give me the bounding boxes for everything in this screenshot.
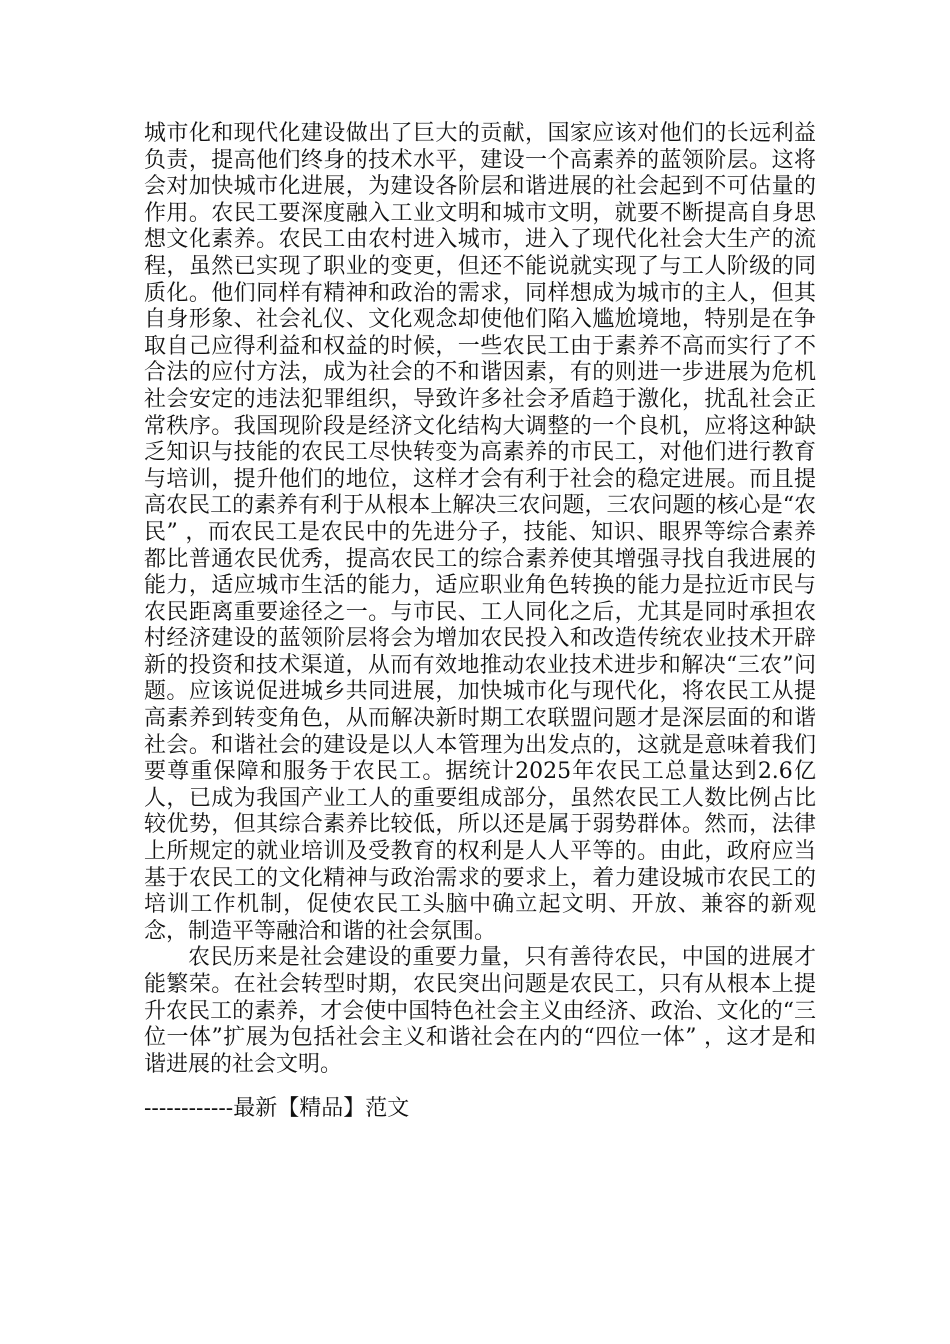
document-footer: ------------最新【精品】范文 <box>144 1096 410 1121</box>
paragraph: 农民历来是社会建设的重要力量，只有善待农民，中国的进展才能繁荣。在社会转型时期，农民突出问题是农民工，只有从根本上提升农民工的素养，才会使中国特色社会主义由经济、政治、文化的“三位一体”扩展为包括社会主义和谐社会在内的“四位一体” ，这才是和谐进展的社会文明。 <box>144 945 816 1077</box>
paragraph: 城市化和现代化建设做出了巨大的贡献，国家应该对他们的长远利益负责，提高他们终身的技术水平，建设一个高素养的蓝领阶层。这将会对加快城市化进展，为建设各阶层和谐进展的社会起到不可估量的作用。农民工要深度融入工业文明和城市文明，就要不断提高自身思想文化素养。农民工由农村进入城市，进入了现代化社会大生产的流程，虽然已实现了职业的变更，但还不能说就实现了与工人阶级的同质化。他们同样有精神和政治的需求，同样想成为城市的主人，但其自身形象、社会礼仪、文化观念却使他们陷入尴尬境地，特别是在争取自己应得利益和权益的时候，一些农民工由于素养不高而实行了不合法的应付方法，成为社会的不和谐因素，有的则进一步进展为危机社会安定的违法犯罪组织，导致许多社会矛盾趋于激化，扰乱社会正常秩序。我国现阶段是经济文化结构大调整的一个良机，应将这种缺乏知识与技能的农民工尽快转变为高素养的市民工，对他们进行教育与培训，提升他们的地位，这样才会有利于社会的稳定进展。而且提高农民工的素养有利于从根本上解决三农问题，三农问题的核心是“农民” ，而农民工是农民中的先进分子，技能、知识、眼界等综合素养都比普通农民优秀，提高农民工的综合素养使其增强寻找自我进展的能力，适应城市生活的能力，适应职业角色转换的能力是拉近市民与农民距离重要途径之一。与市民、工人同化之后，尤其是同时承担农村经济建设的蓝领阶层将会为增加农民投入和改造传统农业技术开辟新的投资和技术渠道，从而有效地推动农业技术进步和解决“三农”问题。应该说促进城乡共同进展，加快城市化与现代化，将农民工从提高素养到转变角色，从而解决新时期工农联盟问题才是深层面的和谐社会。和谐社会的建设是以人本管理为出发点的，这就是意味着我们要尊重保障和服务于农民工。据统计2025年农民工总量达到2.6亿人，已成为我国产业工人的重要组成部分，虽然农民工人数比例占比较优势，但其综合素养比较低，所以还是属于弱势群体。然而，法律上所规定的就业培训及受教育的权利是人人平等的。由此，政府应当基于农民工的文化精神与政治需求的要求上，着力建设城市农民工的培训工作机制，促使农民工头脑中确立起文明、开放、兼容的新观念，制造平等融洽和谐的社会氛围。 <box>144 121 816 944</box>
document-body <box>144 121 816 1078</box>
